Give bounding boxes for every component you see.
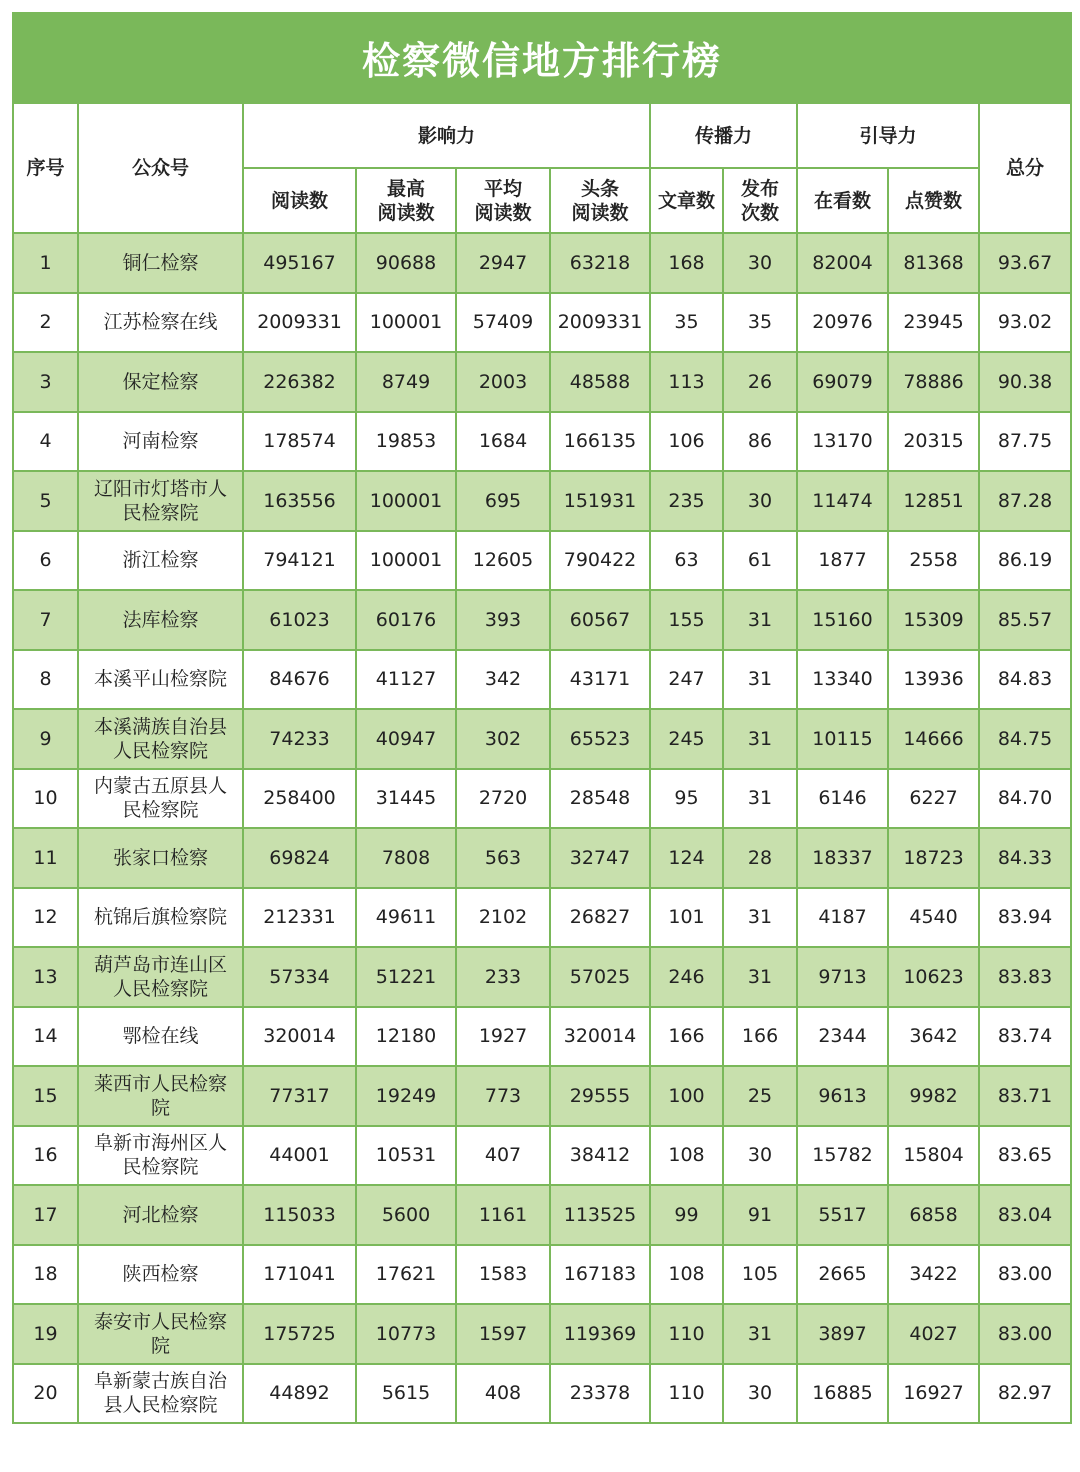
articles-cell: 124 [650, 828, 723, 888]
total-score-cell: 84.33 [979, 828, 1071, 888]
account-name-cell [78, 1185, 243, 1245]
account-name-cell [78, 828, 243, 888]
avg-reads-cell: 408 [456, 1364, 550, 1424]
total-score-cell: 83.83 [979, 947, 1071, 1007]
avg-reads-cell: 12605 [456, 531, 550, 591]
table-row [13, 590, 1071, 650]
avg-reads-cell: 57409 [456, 293, 550, 353]
header-reads: 阅读数 [243, 168, 356, 233]
posts-cell: 30 [723, 233, 797, 293]
posts-cell: 35 [723, 293, 797, 353]
rank-cell: 5 [13, 471, 78, 531]
reads-cell: 320014 [243, 1007, 356, 1067]
reads-cell: 61023 [243, 590, 356, 650]
total-score-cell: 85.57 [979, 590, 1071, 650]
table-row [13, 888, 1071, 948]
reads-cell: 74233 [243, 709, 356, 769]
avg-reads-cell: 233 [456, 947, 550, 1007]
account-name-line: 鄂检在线 [122, 1025, 199, 1048]
total-score-cell: 93.67 [979, 233, 1071, 293]
table-row [13, 769, 1071, 829]
max-reads-cell: 19249 [356, 1066, 456, 1126]
likes-cell: 9982 [888, 1066, 979, 1126]
max-reads-cell: 5615 [356, 1364, 456, 1424]
account-name-line: 河北检察 [122, 1203, 199, 1226]
likes-cell: 10623 [888, 947, 979, 1007]
avg-reads-cell: 563 [456, 828, 550, 888]
max-reads-cell: 5600 [356, 1185, 456, 1245]
posts-cell: 31 [723, 769, 797, 829]
header-avg-reads [456, 168, 550, 233]
max-reads-cell: 7808 [356, 828, 456, 888]
posts-cell: 86 [723, 412, 797, 472]
likes-cell: 3422 [888, 1245, 979, 1305]
avg-reads-cell: 407 [456, 1126, 550, 1186]
posts-cell: 105 [723, 1245, 797, 1305]
rank-cell: 15 [13, 1066, 78, 1126]
reads-cell: 115033 [243, 1185, 356, 1245]
watching-cell: 5517 [797, 1185, 888, 1245]
head-reads-cell: 60567 [550, 590, 650, 650]
account-name-line: 内蒙古五原县人 [93, 775, 227, 798]
table-row [13, 1304, 1071, 1364]
header-posts-line2: 次数 [741, 201, 780, 224]
account-name-line: 张家口检察 [112, 846, 208, 869]
table-row [13, 709, 1071, 769]
header-articles: 文章数 [650, 168, 723, 233]
articles-cell: 245 [650, 709, 723, 769]
max-reads-cell: 40947 [356, 709, 456, 769]
max-reads-cell: 19853 [356, 412, 456, 472]
avg-reads-cell: 2102 [456, 888, 550, 948]
reads-cell: 44001 [243, 1126, 356, 1186]
account-name-line: 人民检察院 [112, 977, 208, 1000]
account-name-cell [78, 1007, 243, 1067]
rank-cell: 18 [13, 1245, 78, 1305]
header-spread: 传播力 [650, 103, 797, 168]
rank-cell: 17 [13, 1185, 78, 1245]
likes-cell: 78886 [888, 352, 979, 412]
watching-cell: 10115 [797, 709, 888, 769]
head-reads-cell: 320014 [550, 1007, 650, 1067]
table-row [13, 1126, 1071, 1186]
rank-cell: 19 [13, 1304, 78, 1364]
rank-cell: 2 [13, 293, 78, 353]
total-score-cell: 83.94 [979, 888, 1071, 948]
table-row [13, 233, 1071, 293]
table-row [13, 1066, 1071, 1126]
account-name-cell [78, 1066, 243, 1126]
posts-cell: 166 [723, 1007, 797, 1067]
rank-cell: 9 [13, 709, 78, 769]
total-score-cell: 82.97 [979, 1364, 1071, 1424]
header-posts [723, 168, 797, 233]
table-row [13, 1185, 1071, 1245]
head-reads-cell: 65523 [550, 709, 650, 769]
table-header [13, 103, 1071, 233]
rank-cell: 11 [13, 828, 78, 888]
head-reads-cell: 28548 [550, 769, 650, 829]
posts-cell: 31 [723, 590, 797, 650]
account-name-line: 陕西检察 [122, 1263, 199, 1286]
account-name-cell [78, 888, 243, 948]
account-name-line: 人民检察院 [112, 739, 208, 762]
watching-cell: 1877 [797, 531, 888, 591]
posts-cell: 61 [723, 531, 797, 591]
table-body [13, 233, 1071, 1423]
account-name-line: 铜仁检察 [122, 251, 199, 274]
table-row [13, 352, 1071, 412]
head-reads-cell: 32747 [550, 828, 650, 888]
reads-cell: 77317 [243, 1066, 356, 1126]
articles-cell: 235 [650, 471, 723, 531]
articles-cell: 101 [650, 888, 723, 948]
articles-cell: 100 [650, 1066, 723, 1126]
table-row [13, 412, 1071, 472]
rank-cell: 4 [13, 412, 78, 472]
head-reads-cell: 63218 [550, 233, 650, 293]
account-name-line: 民检察院 [122, 1156, 199, 1179]
account-name-line: 江苏检察在线 [103, 311, 218, 334]
head-reads-cell: 29555 [550, 1066, 650, 1126]
reads-cell: 84676 [243, 650, 356, 710]
account-name-line: 院 [150, 1096, 170, 1119]
max-reads-cell: 10773 [356, 1304, 456, 1364]
rank-cell: 20 [13, 1364, 78, 1424]
articles-cell: 166 [650, 1007, 723, 1067]
max-reads-cell: 100001 [356, 531, 456, 591]
watching-cell: 3897 [797, 1304, 888, 1364]
avg-reads-cell: 1583 [456, 1245, 550, 1305]
avg-reads-cell: 695 [456, 471, 550, 531]
max-reads-cell: 49611 [356, 888, 456, 948]
table-row [13, 828, 1071, 888]
account-name-line: 阜新蒙古族自治 [93, 1370, 227, 1393]
avg-reads-cell: 2003 [456, 352, 550, 412]
table-row [13, 947, 1071, 1007]
account-name-line: 民检察院 [122, 501, 199, 524]
account-name-cell [78, 1126, 243, 1186]
header-likes: 点赞数 [888, 168, 979, 233]
watching-cell: 15160 [797, 590, 888, 650]
header-max-reads-line1: 最高 [386, 177, 425, 200]
rank-cell: 7 [13, 590, 78, 650]
account-name-line: 法库检察 [122, 608, 199, 631]
reads-cell: 44892 [243, 1364, 356, 1424]
account-name-cell [78, 650, 243, 710]
max-reads-cell: 100001 [356, 293, 456, 353]
head-reads-cell: 23378 [550, 1364, 650, 1424]
account-name-line: 葫芦岛市连山区 [93, 953, 227, 976]
total-score-cell: 84.83 [979, 650, 1071, 710]
account-name-cell [78, 769, 243, 829]
table-row [13, 1007, 1071, 1067]
likes-cell: 20315 [888, 412, 979, 472]
watching-cell: 13340 [797, 650, 888, 710]
header-account: 公众号 [78, 103, 243, 233]
max-reads-cell: 60176 [356, 590, 456, 650]
head-reads-cell: 166135 [550, 412, 650, 472]
max-reads-cell: 31445 [356, 769, 456, 829]
header-avg-reads-line1: 平均 [483, 177, 522, 200]
articles-cell: 168 [650, 233, 723, 293]
watching-cell: 9713 [797, 947, 888, 1007]
account-name-cell [78, 412, 243, 472]
account-name-line: 辽阳市灯塔市人 [93, 477, 227, 500]
avg-reads-cell: 302 [456, 709, 550, 769]
avg-reads-cell: 2947 [456, 233, 550, 293]
account-name-line: 泰安市人民检察 [93, 1310, 227, 1333]
reads-cell: 163556 [243, 471, 356, 531]
watching-cell: 11474 [797, 471, 888, 531]
articles-cell: 108 [650, 1245, 723, 1305]
likes-cell: 18723 [888, 828, 979, 888]
posts-cell: 26 [723, 352, 797, 412]
articles-cell: 246 [650, 947, 723, 1007]
watching-cell: 6146 [797, 769, 888, 829]
likes-cell: 23945 [888, 293, 979, 353]
watching-cell: 13170 [797, 412, 888, 472]
avg-reads-cell: 393 [456, 590, 550, 650]
head-reads-cell: 48588 [550, 352, 650, 412]
total-score-cell: 83.65 [979, 1126, 1071, 1186]
account-name-line: 民检察院 [122, 799, 199, 822]
header-rank: 序号 [13, 103, 78, 233]
total-score-cell: 83.71 [979, 1066, 1071, 1126]
likes-cell: 6227 [888, 769, 979, 829]
watching-cell: 69079 [797, 352, 888, 412]
total-score-cell: 84.75 [979, 709, 1071, 769]
likes-cell: 3642 [888, 1007, 979, 1067]
likes-cell: 2558 [888, 531, 979, 591]
account-name-cell [78, 293, 243, 353]
posts-cell: 31 [723, 709, 797, 769]
avg-reads-cell: 342 [456, 650, 550, 710]
rank-cell: 16 [13, 1126, 78, 1186]
head-reads-cell: 57025 [550, 947, 650, 1007]
account-name-cell [78, 352, 243, 412]
account-name-cell [78, 1364, 243, 1424]
header-avg-reads-line2: 阅读数 [474, 201, 532, 224]
header-influence: 影响力 [243, 103, 650, 168]
table-row [13, 650, 1071, 710]
rank-cell: 14 [13, 1007, 78, 1067]
table-row [13, 471, 1071, 531]
articles-cell: 155 [650, 590, 723, 650]
max-reads-cell: 100001 [356, 471, 456, 531]
account-name-line: 本溪平山检察院 [93, 668, 227, 691]
likes-cell: 13936 [888, 650, 979, 710]
account-name-line: 本溪满族自治县 [93, 715, 227, 738]
articles-cell: 247 [650, 650, 723, 710]
header-watching: 在看数 [797, 168, 888, 233]
account-name-line: 浙江检察 [122, 549, 199, 572]
avg-reads-cell: 1927 [456, 1007, 550, 1067]
likes-cell: 81368 [888, 233, 979, 293]
head-reads-cell: 43171 [550, 650, 650, 710]
account-name-cell [78, 531, 243, 591]
reads-cell: 258400 [243, 769, 356, 829]
reads-cell: 212331 [243, 888, 356, 948]
head-reads-cell: 167183 [550, 1245, 650, 1305]
reads-cell: 794121 [243, 531, 356, 591]
posts-cell: 30 [723, 1364, 797, 1424]
posts-cell: 91 [723, 1185, 797, 1245]
header-head-reads-line1: 头条 [581, 177, 620, 200]
articles-cell: 95 [650, 769, 723, 829]
posts-cell: 28 [723, 828, 797, 888]
header-total: 总分 [979, 103, 1071, 233]
watching-cell: 2344 [797, 1007, 888, 1067]
watching-cell: 18337 [797, 828, 888, 888]
max-reads-cell: 17621 [356, 1245, 456, 1305]
header-max-reads [356, 168, 456, 233]
head-reads-cell: 113525 [550, 1185, 650, 1245]
rank-cell: 10 [13, 769, 78, 829]
watching-cell: 82004 [797, 233, 888, 293]
head-reads-cell: 790422 [550, 531, 650, 591]
posts-cell: 31 [723, 650, 797, 710]
account-name-cell [78, 1304, 243, 1364]
total-score-cell: 87.28 [979, 471, 1071, 531]
articles-cell: 110 [650, 1304, 723, 1364]
reads-cell: 226382 [243, 352, 356, 412]
account-name-cell [78, 947, 243, 1007]
reads-cell: 175725 [243, 1304, 356, 1364]
articles-cell: 99 [650, 1185, 723, 1245]
head-reads-cell: 2009331 [550, 293, 650, 353]
articles-cell: 35 [650, 293, 723, 353]
reads-cell: 2009331 [243, 293, 356, 353]
likes-cell: 15309 [888, 590, 979, 650]
account-name-line: 院 [150, 1334, 170, 1357]
table-row [13, 531, 1071, 591]
likes-cell: 16927 [888, 1364, 979, 1424]
articles-cell: 63 [650, 531, 723, 591]
likes-cell: 14666 [888, 709, 979, 769]
reads-cell: 57334 [243, 947, 356, 1007]
header-guide: 引导力 [797, 103, 979, 168]
max-reads-cell: 41127 [356, 650, 456, 710]
avg-reads-cell: 1597 [456, 1304, 550, 1364]
rank-cell: 1 [13, 233, 78, 293]
total-score-cell: 84.70 [979, 769, 1071, 829]
max-reads-cell: 12180 [356, 1007, 456, 1067]
reads-cell: 495167 [243, 233, 356, 293]
account-name-cell [78, 590, 243, 650]
account-name-cell [78, 233, 243, 293]
account-name-line: 河南检察 [122, 430, 199, 453]
avg-reads-cell: 773 [456, 1066, 550, 1126]
max-reads-cell: 10531 [356, 1126, 456, 1186]
posts-cell: 31 [723, 947, 797, 1007]
table-row [13, 293, 1071, 353]
watching-cell: 16885 [797, 1364, 888, 1424]
header-max-reads-line2: 阅读数 [377, 201, 435, 224]
max-reads-cell: 90688 [356, 233, 456, 293]
watching-cell: 9613 [797, 1066, 888, 1126]
table-row [13, 1364, 1071, 1424]
posts-cell: 31 [723, 1304, 797, 1364]
articles-cell: 113 [650, 352, 723, 412]
total-score-cell: 93.02 [979, 293, 1071, 353]
ranking-table [12, 102, 1072, 1424]
articles-cell: 108 [650, 1126, 723, 1186]
rank-cell: 8 [13, 650, 78, 710]
header-head-reads-line2: 阅读数 [571, 201, 629, 224]
account-name-cell [78, 709, 243, 769]
avg-reads-cell: 1161 [456, 1185, 550, 1245]
total-score-cell: 87.75 [979, 412, 1071, 472]
account-name-line: 莱西市人民检察 [93, 1072, 227, 1095]
watching-cell: 15782 [797, 1126, 888, 1186]
rank-cell: 6 [13, 531, 78, 591]
reads-cell: 69824 [243, 828, 356, 888]
account-name-cell [78, 471, 243, 531]
rank-cell: 12 [13, 888, 78, 948]
max-reads-cell: 8749 [356, 352, 456, 412]
likes-cell: 6858 [888, 1185, 979, 1245]
watching-cell: 4187 [797, 888, 888, 948]
total-score-cell: 83.74 [979, 1007, 1071, 1067]
rank-cell: 13 [13, 947, 78, 1007]
head-reads-cell: 38412 [550, 1126, 650, 1186]
posts-cell: 30 [723, 471, 797, 531]
total-score-cell: 83.00 [979, 1304, 1071, 1364]
total-score-cell: 86.19 [979, 531, 1071, 591]
reads-cell: 171041 [243, 1245, 356, 1305]
avg-reads-cell: 2720 [456, 769, 550, 829]
watching-cell: 20976 [797, 293, 888, 353]
likes-cell: 12851 [888, 471, 979, 531]
account-name-line: 杭锦后旗检察院 [93, 906, 227, 929]
likes-cell: 4027 [888, 1304, 979, 1364]
max-reads-cell: 51221 [356, 947, 456, 1007]
avg-reads-cell: 1684 [456, 412, 550, 472]
total-score-cell: 83.00 [979, 1245, 1071, 1305]
reads-cell: 178574 [243, 412, 356, 472]
watching-cell: 2665 [797, 1245, 888, 1305]
posts-cell: 30 [723, 1126, 797, 1186]
page-title: 检察微信地方排行榜 [12, 12, 1072, 102]
head-reads-cell: 119369 [550, 1304, 650, 1364]
header-head-reads [550, 168, 650, 233]
likes-cell: 4540 [888, 888, 979, 948]
articles-cell: 106 [650, 412, 723, 472]
head-reads-cell: 151931 [550, 471, 650, 531]
total-score-cell: 83.04 [979, 1185, 1071, 1245]
rank-cell: 3 [13, 352, 78, 412]
posts-cell: 31 [723, 888, 797, 948]
head-reads-cell: 26827 [550, 888, 650, 948]
header-posts-line1: 发布 [741, 177, 780, 200]
total-score-cell: 90.38 [979, 352, 1071, 412]
table-row [13, 1245, 1071, 1305]
articles-cell: 110 [650, 1364, 723, 1424]
account-name-line: 保定检察 [122, 370, 199, 393]
likes-cell: 15804 [888, 1126, 979, 1186]
posts-cell: 25 [723, 1066, 797, 1126]
account-name-line: 县人民检察院 [103, 1394, 218, 1417]
account-name-line: 阜新市海州区人 [93, 1132, 227, 1155]
account-name-cell [78, 1245, 243, 1305]
